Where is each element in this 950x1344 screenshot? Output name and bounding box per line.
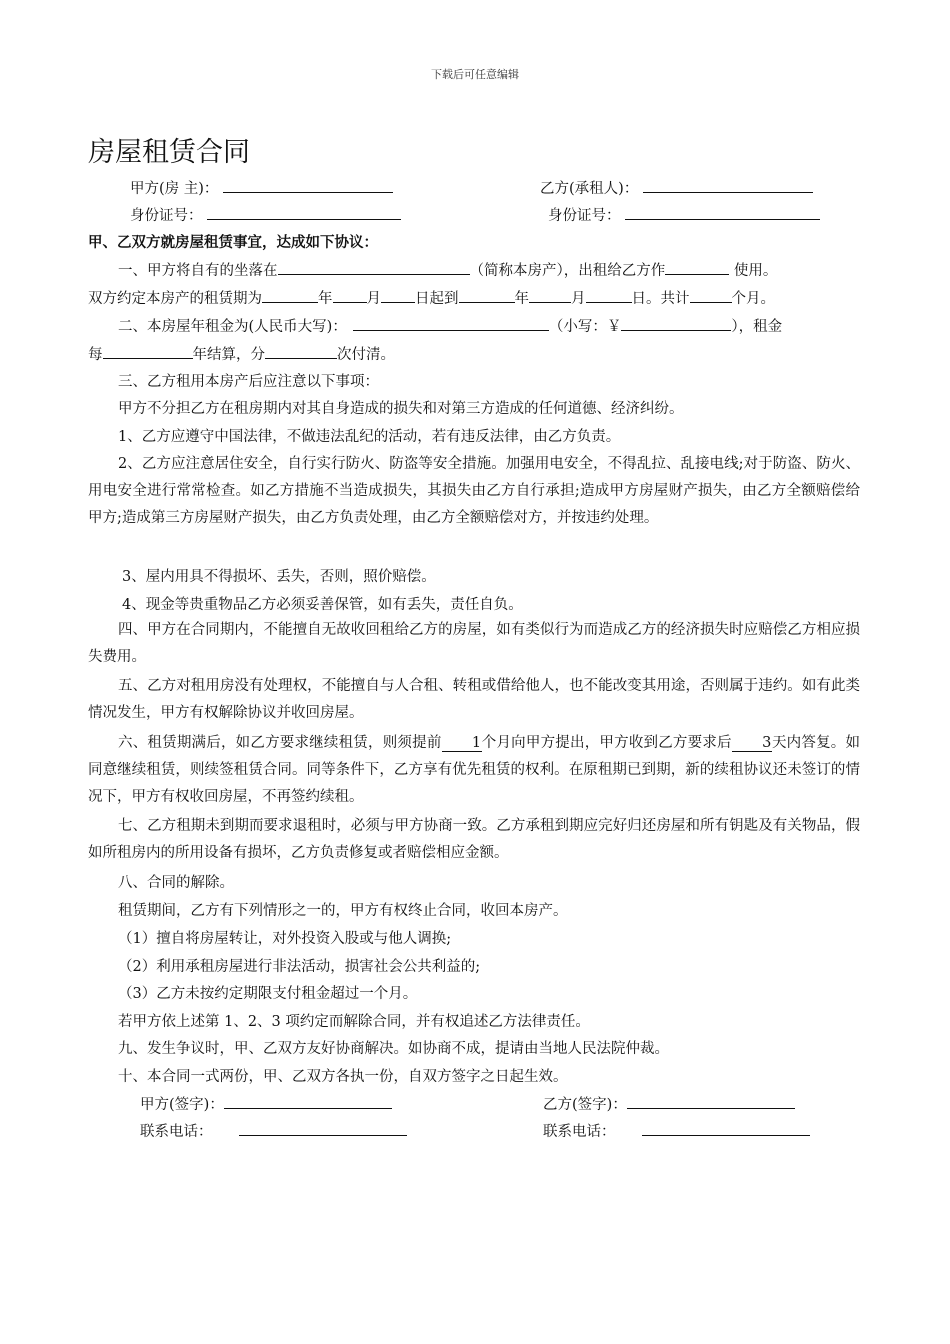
tenant-id-label: 身份证号：	[548, 208, 621, 224]
clause1-line2	[88, 288, 775, 309]
tenant-phone-label: 联系电话：	[543, 1124, 616, 1140]
end-day-field[interactable]	[586, 288, 632, 303]
months-label: 个月。	[731, 291, 775, 307]
rent-uppercase-field[interactable]	[353, 316, 549, 331]
usage-field[interactable]	[665, 260, 729, 275]
tenant-id-field[interactable]	[625, 205, 820, 220]
clause2-text-c: ），租金	[731, 319, 783, 335]
clause6	[88, 730, 860, 811]
rent-number-field[interactable]	[621, 316, 731, 331]
year-label: 年	[318, 291, 333, 307]
clause8-heading: 八、合同的解除。	[118, 875, 234, 891]
start-year-field[interactable]	[262, 288, 318, 303]
clause2-text-a: 二、本房屋年租金为(人民币大写)：	[118, 319, 347, 335]
tenant-phone-field[interactable]	[642, 1121, 810, 1136]
clause6-text-a: 六、租赁期满后，如乙方要求继续租赁，则须提前	[118, 735, 442, 751]
property-location-field[interactable]	[278, 260, 470, 275]
header-note: 下载后可任意编辑	[431, 68, 519, 81]
clause2-text-f: 次付清。	[337, 347, 395, 363]
clause4: 四、甲方在合同期内，不能擅自无故收回租给乙方的房屋，如有类似行为而造成乙方的经济损失时应赔偿乙方相应损失费用。	[88, 622, 860, 665]
landlord-phone-field[interactable]	[239, 1121, 407, 1136]
clause2-line1	[118, 316, 782, 337]
landlord-id-label: 身份证号：	[130, 208, 203, 224]
clause8-item1: （1）擅自将房屋转让，对外投资入股或与他人调换;	[118, 931, 452, 947]
clause6-text-b: 个月向甲方提出，甲方收到乙方要求后	[481, 735, 732, 751]
clause1-text-a: 一、甲方将自有的坐落在	[118, 263, 278, 279]
clause6-text-c: 天内答复。如同意继续租赁，则续签租赁合同。同等条件下，乙方享有优先租赁的权利。在原租期已到期，新的续租协议还未签订的情况下，甲方有权收回房屋，不再签约续租。	[88, 735, 861, 805]
month-label-2: 月	[571, 291, 586, 307]
day-end-label: 日。共计	[631, 291, 690, 307]
clause1-text-c: 使用。	[733, 263, 778, 279]
clause2-text-b: （小写：￥	[548, 319, 622, 335]
clause8-outro: 若甲方依上述第 1、2、3 项约定而解除合同，并有权追述乙方法律责任。	[118, 1014, 590, 1030]
installments-field[interactable]	[265, 344, 337, 359]
clause1-line1	[118, 260, 777, 281]
year-label-2: 年	[514, 291, 529, 307]
clause2-line2	[88, 344, 395, 365]
tenant-sign-label: 乙方(签字)：	[543, 1097, 627, 1113]
page-title: 房屋租赁合同	[88, 137, 250, 168]
landlord-id-row	[130, 205, 401, 226]
clause3-intro: 甲方不分担乙方在租房期内对其自身造成的损失和对第三方造成的任何道德、经济纠纷。	[118, 401, 684, 417]
clause3-item1: 1、乙方应遵守中国法律，不做违法乱纪的活动，若有违反法律，由乙方负责。	[118, 429, 621, 445]
landlord-sign-label: 甲方(签字)：	[140, 1097, 224, 1113]
tenant-phone-row	[543, 1121, 810, 1142]
end-month-field[interactable]	[529, 288, 571, 303]
day-from-label: 日起到	[415, 291, 459, 307]
clause1-text-d: 双方约定本房产的租赁期为	[88, 291, 262, 307]
clause8-item2: （2）利用承租房屋进行非法活动，损害社会公共利益的;	[118, 959, 481, 975]
landlord-phone-row	[140, 1121, 407, 1142]
start-day-field[interactable]	[381, 288, 415, 303]
clause5: 五、乙方对租用房没有处理权，不能擅自与人合租、转租或借给他人，也不能改变其用途，否则属于违约。如有此类情况发生，甲方有权解除协议并收回房屋。	[88, 678, 860, 721]
clause2-text-d: 每	[88, 347, 103, 363]
agreement-heading: 甲、乙双方就房屋租赁事宜，达成如下协议：	[88, 234, 378, 251]
tenant-id-row	[548, 205, 820, 226]
month-label: 月	[366, 291, 381, 307]
landlord-label: 甲方(房 主)：	[130, 181, 219, 197]
clause9: 九、发生争议时，甲、乙双方友好协商解决。如协商不成，提请由当地人民法院仲裁。	[118, 1041, 669, 1057]
landlord-row	[130, 178, 393, 199]
landlord-sign-row	[140, 1094, 392, 1115]
tenant-name-field[interactable]	[643, 178, 813, 193]
end-year-field[interactable]	[459, 288, 515, 303]
landlord-phone-label: 联系电话：	[140, 1124, 213, 1140]
clause3-item2: 2、乙方应注意居住安全，自行实行防火、防盗等安全措施。加强用电安全，不得乱拉、乱接电线;对于防盗、防火、用电安全进行常常检查。如乙方措施不当造成损失，其损失由乙方自行承担;造成甲方房屋财产损失，由乙方全额赔偿给甲方;造成第三方房屋财产损失，由乙方负责处理，由乙方全额赔偿对方，并按违约处理。	[88, 456, 860, 526]
tenant-row	[540, 178, 813, 199]
landlord-signature-field[interactable]	[224, 1094, 392, 1109]
notice-months-field[interactable]: 1	[442, 735, 482, 752]
start-month-field[interactable]	[333, 288, 367, 303]
clause3-item4: 4、现金等贵重物品乙方必须妥善保管，如有丢失，责任自负。	[122, 597, 523, 613]
clause10: 十、本合同一式两份，甲、乙双方各执一份，自双方签字之日起生效。	[118, 1069, 568, 1085]
settle-years-field[interactable]	[103, 344, 193, 359]
landlord-id-field[interactable]	[207, 205, 401, 220]
clause1-text-b: （简称本房产），出租给乙方作	[469, 263, 666, 279]
clause2-text-e: 年结算，分	[192, 347, 265, 363]
tenant-label: 乙方(承租人)：	[540, 181, 639, 197]
reply-days-field[interactable]: 3	[732, 735, 772, 752]
tenant-signature-field[interactable]	[627, 1094, 795, 1109]
clause8-item3: （3）乙方未按约定期限支付租金超过一个月。	[118, 986, 418, 1002]
landlord-name-field[interactable]	[223, 178, 393, 193]
clause7: 七、乙方租期未到期而要求退租时，必须与甲方协商一致。乙方承租到期应完好归还房屋和所有钥匙及有关物品，假如所租房内的所用设备有损坏，乙方负责修复或者赔偿相应金额。	[88, 818, 860, 861]
clause3-heading: 三、乙方租用本房产后应注意以下事项：	[118, 374, 379, 390]
total-months-field[interactable]	[690, 288, 732, 303]
tenant-sign-row	[543, 1094, 795, 1115]
clause8-intro: 租赁期间，乙方有下列情形之一的，甲方有权终止合同，收回本房产。	[118, 903, 568, 919]
clause3-item3: 3、屋内用具不得损坏、丢失，否则，照价赔偿。	[122, 569, 436, 585]
